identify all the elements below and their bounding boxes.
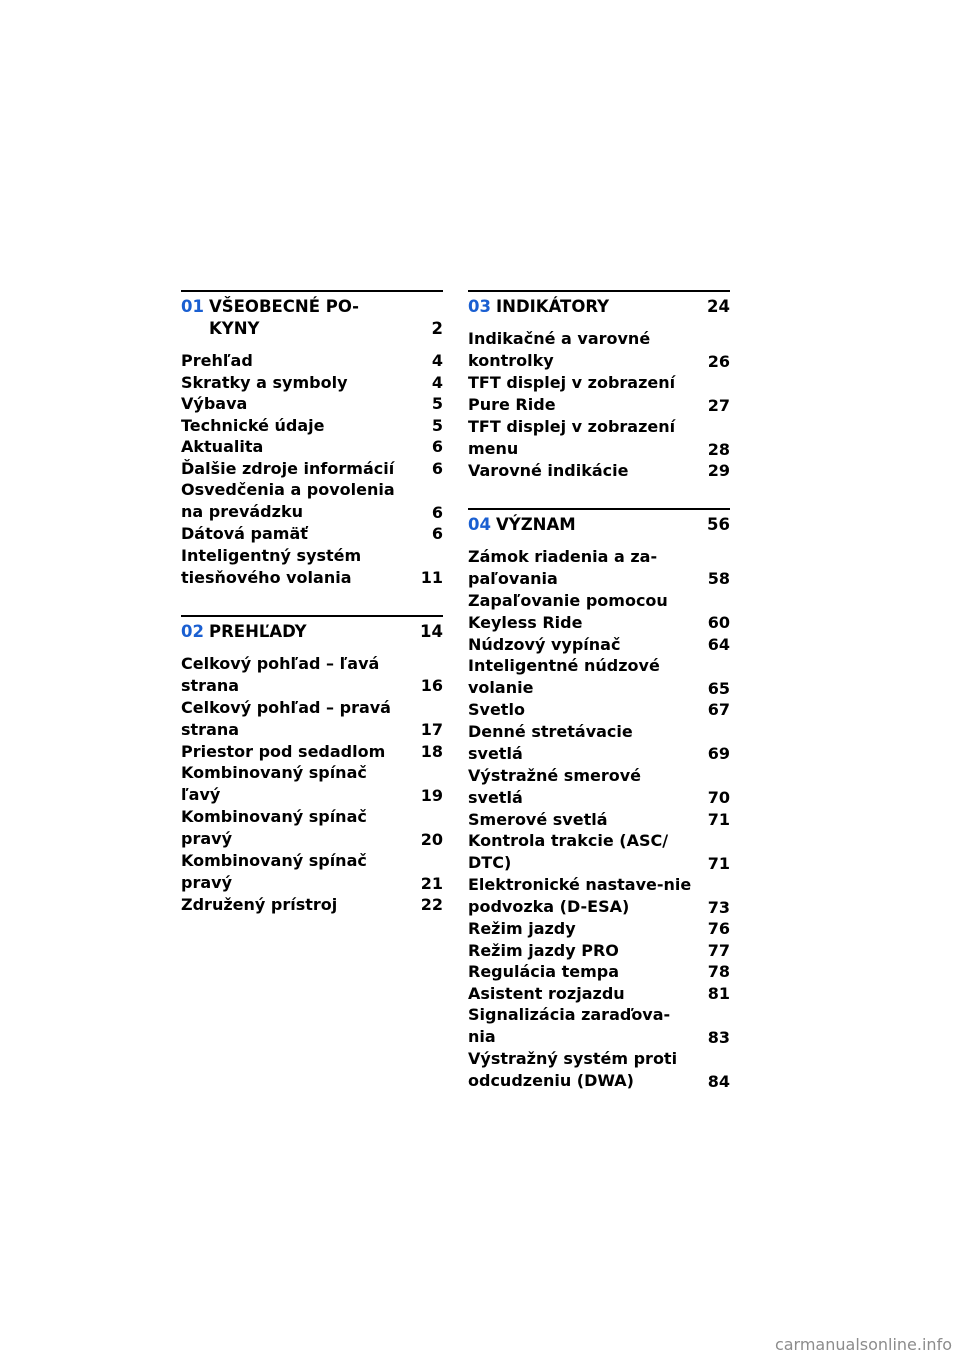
- section-heading[interactable]: [468, 296, 730, 318]
- toc-section-03: [468, 290, 730, 482]
- toc-right-column: [468, 290, 730, 1118]
- entry-page: 11: [420, 568, 443, 587]
- entry-page: 18: [420, 741, 443, 761]
- entry-page: 26: [707, 351, 730, 371]
- watermark-footer: carmanualsonline.info: [774, 1335, 952, 1354]
- toc-entry[interactable]: [181, 741, 443, 763]
- toc-entry[interactable]: [181, 545, 443, 589]
- entry-page: 6: [431, 524, 443, 543]
- toc-entry[interactable]: [468, 416, 730, 460]
- entry-title: Výstražný systém proti odcudzeniu (DWA): [468, 1049, 678, 1090]
- toc-entry[interactable]: [181, 350, 443, 372]
- section-number: 02: [181, 621, 204, 641]
- toc-entry[interactable]: [468, 721, 730, 765]
- toc-entry[interactable]: [181, 479, 443, 523]
- entry-page: 6: [431, 437, 443, 456]
- toc-entry[interactable]: [181, 806, 443, 850]
- entry-title: Núdzový vypínač: [468, 634, 621, 654]
- entry-title: Technické údaje: [181, 415, 325, 435]
- section-page: 24: [707, 297, 730, 316]
- entry-title: Svetlo: [468, 700, 525, 719]
- section-page: 14: [420, 621, 443, 641]
- entry-title: Celkový pohľad – ľavá strana: [181, 653, 380, 695]
- entry-title: Celkový pohľad – pravá strana: [181, 697, 391, 739]
- entry-title: TFT displej v zobrazení Pure Ride: [468, 373, 676, 414]
- toc-entry[interactable]: [468, 983, 730, 1005]
- entry-title: Ďalšie zdroje informácií: [181, 458, 395, 478]
- toc-entry[interactable]: [468, 918, 730, 940]
- section-title: VÝZNAM: [496, 514, 576, 534]
- toc-entry[interactable]: [468, 940, 730, 962]
- entry-page: 5: [431, 415, 443, 435]
- entry-title: Smerové svetlá: [468, 809, 608, 829]
- section-title: INDIKÁTORY: [496, 297, 610, 316]
- entry-title: Indikačné a varovné kontrolky: [468, 329, 651, 370]
- entry-title: Signalizácia zaraďova-nia: [468, 1005, 671, 1046]
- section-number: 03: [468, 297, 491, 316]
- entry-page: 58: [707, 569, 730, 588]
- entry-page: 19: [420, 785, 443, 805]
- section-heading[interactable]: [181, 296, 443, 340]
- toc-entry[interactable]: [468, 809, 730, 831]
- toc-entry[interactable]: [468, 590, 730, 634]
- toc-entry[interactable]: [181, 762, 443, 806]
- entry-title: Kombinovaný spínač pravý: [181, 807, 367, 848]
- toc-entry[interactable]: [181, 415, 443, 437]
- toc-entry[interactable]: [468, 830, 730, 874]
- entry-title: Kontrola trakcie (ASC/ DTC): [468, 831, 669, 872]
- toc-section-04: [468, 508, 730, 1093]
- entry-page: 22: [420, 895, 443, 914]
- section-heading[interactable]: [468, 514, 730, 536]
- entry-page: 27: [707, 395, 730, 415]
- entry-page: 5: [431, 394, 443, 413]
- section-title: VŠEOBECNÉ PO-KYNY: [209, 297, 360, 338]
- entry-title: Elektronické nastave-nie podvozka (D-ESA): [468, 875, 692, 916]
- toc-entry[interactable]: [468, 634, 730, 656]
- entry-title: Výstražné smerové svetlá: [468, 765, 642, 807]
- entry-title: Režim jazdy PRO: [468, 940, 619, 960]
- section-number: 01: [181, 297, 204, 316]
- entry-page: 64: [707, 634, 730, 654]
- toc-entry[interactable]: [468, 460, 730, 482]
- entry-page: 78: [707, 962, 730, 981]
- entry-page: 17: [420, 720, 443, 739]
- entry-title: Regulácia tempa: [468, 962, 620, 981]
- entry-page: 6: [431, 458, 443, 478]
- toc-entry[interactable]: [181, 653, 443, 697]
- entry-title: Denné stretávacie svetlá: [468, 721, 633, 763]
- entry-title: Aktualita: [181, 437, 264, 456]
- entry-page: 29: [707, 461, 730, 480]
- entry-page: 67: [707, 700, 730, 719]
- toc-entry[interactable]: [181, 523, 443, 545]
- section-page: 56: [707, 514, 730, 534]
- entry-title: Kombinovaný spínač pravý: [181, 851, 367, 892]
- entry-page: 76: [707, 919, 730, 938]
- entry-page: 83: [707, 1027, 730, 1047]
- toc-section-02: [181, 615, 443, 916]
- entry-page: 6: [431, 502, 443, 522]
- entry-page: 4: [431, 372, 443, 392]
- section-title: PREHĽADY: [209, 621, 307, 641]
- entry-page: 77: [707, 940, 730, 960]
- entry-title: Prehľad: [181, 351, 253, 370]
- entry-title: Združený prístroj: [181, 895, 338, 914]
- toc-entry[interactable]: [468, 1004, 730, 1048]
- toc-entry[interactable]: [468, 1048, 730, 1092]
- entry-title: Priestor pod sedadlom: [181, 741, 386, 761]
- entry-title: Osvedčenia a povolenia na prevádzku: [181, 480, 395, 521]
- entry-title: TFT displej v zobrazení menu: [468, 417, 676, 458]
- section-number: 04: [468, 514, 491, 534]
- toc-entry[interactable]: [181, 894, 443, 916]
- section-heading[interactable]: [181, 621, 443, 643]
- entry-title: Varovné indikácie: [468, 461, 629, 480]
- entry-page: 65: [707, 678, 730, 698]
- toc-entry[interactable]: [468, 655, 730, 699]
- entry-page: 21: [420, 873, 443, 893]
- entry-page: 84: [707, 1071, 730, 1091]
- entry-page: 16: [420, 676, 443, 695]
- entry-title: Výbava: [181, 394, 248, 413]
- entry-title: Zapaľovanie pomocou Keyless Ride: [468, 590, 668, 632]
- toc-entry[interactable]: [468, 961, 730, 983]
- toc-entry[interactable]: [468, 372, 730, 416]
- entry-title: Zámok riadenia a za-paľovania: [468, 546, 658, 588]
- entry-page: 28: [707, 439, 730, 459]
- toc-entry[interactable]: [468, 699, 730, 721]
- entry-title: Režim jazdy: [468, 919, 576, 938]
- toc-entry[interactable]: [468, 546, 730, 590]
- entry-page: 4: [431, 351, 443, 370]
- toc-left-column: [181, 290, 443, 942]
- toc-entry[interactable]: [468, 328, 730, 372]
- entry-title: Dátová pamäť: [181, 524, 308, 543]
- entry-page: 60: [707, 613, 730, 632]
- toc-entry[interactable]: [181, 436, 443, 458]
- toc-entry[interactable]: [181, 372, 443, 394]
- entry-page: 70: [707, 788, 730, 807]
- toc-entry[interactable]: [468, 874, 730, 918]
- entry-page: 69: [707, 744, 730, 763]
- toc-entry[interactable]: [181, 850, 443, 894]
- entry-page: 73: [707, 897, 730, 917]
- entry-title: Inteligentné núdzové volanie: [468, 656, 660, 697]
- toc-entry[interactable]: [181, 458, 443, 480]
- section-page: 2: [431, 319, 443, 338]
- entry-page: 71: [707, 853, 730, 873]
- entry-title: Kombinovaný spínač ľavý: [181, 763, 367, 804]
- toc-section-01: [181, 290, 443, 589]
- entry-page: 20: [420, 829, 443, 849]
- entry-title: Inteligentný systém tiesňového volania: [181, 545, 362, 587]
- entry-page: 71: [707, 809, 730, 829]
- toc-entry[interactable]: [181, 393, 443, 415]
- entry-title: Skratky a symboly: [181, 372, 348, 392]
- toc-entry[interactable]: [181, 697, 443, 741]
- toc-entry[interactable]: [468, 765, 730, 809]
- entry-title: Asistent rozjazdu: [468, 983, 625, 1003]
- entry-page: 81: [707, 983, 730, 1003]
